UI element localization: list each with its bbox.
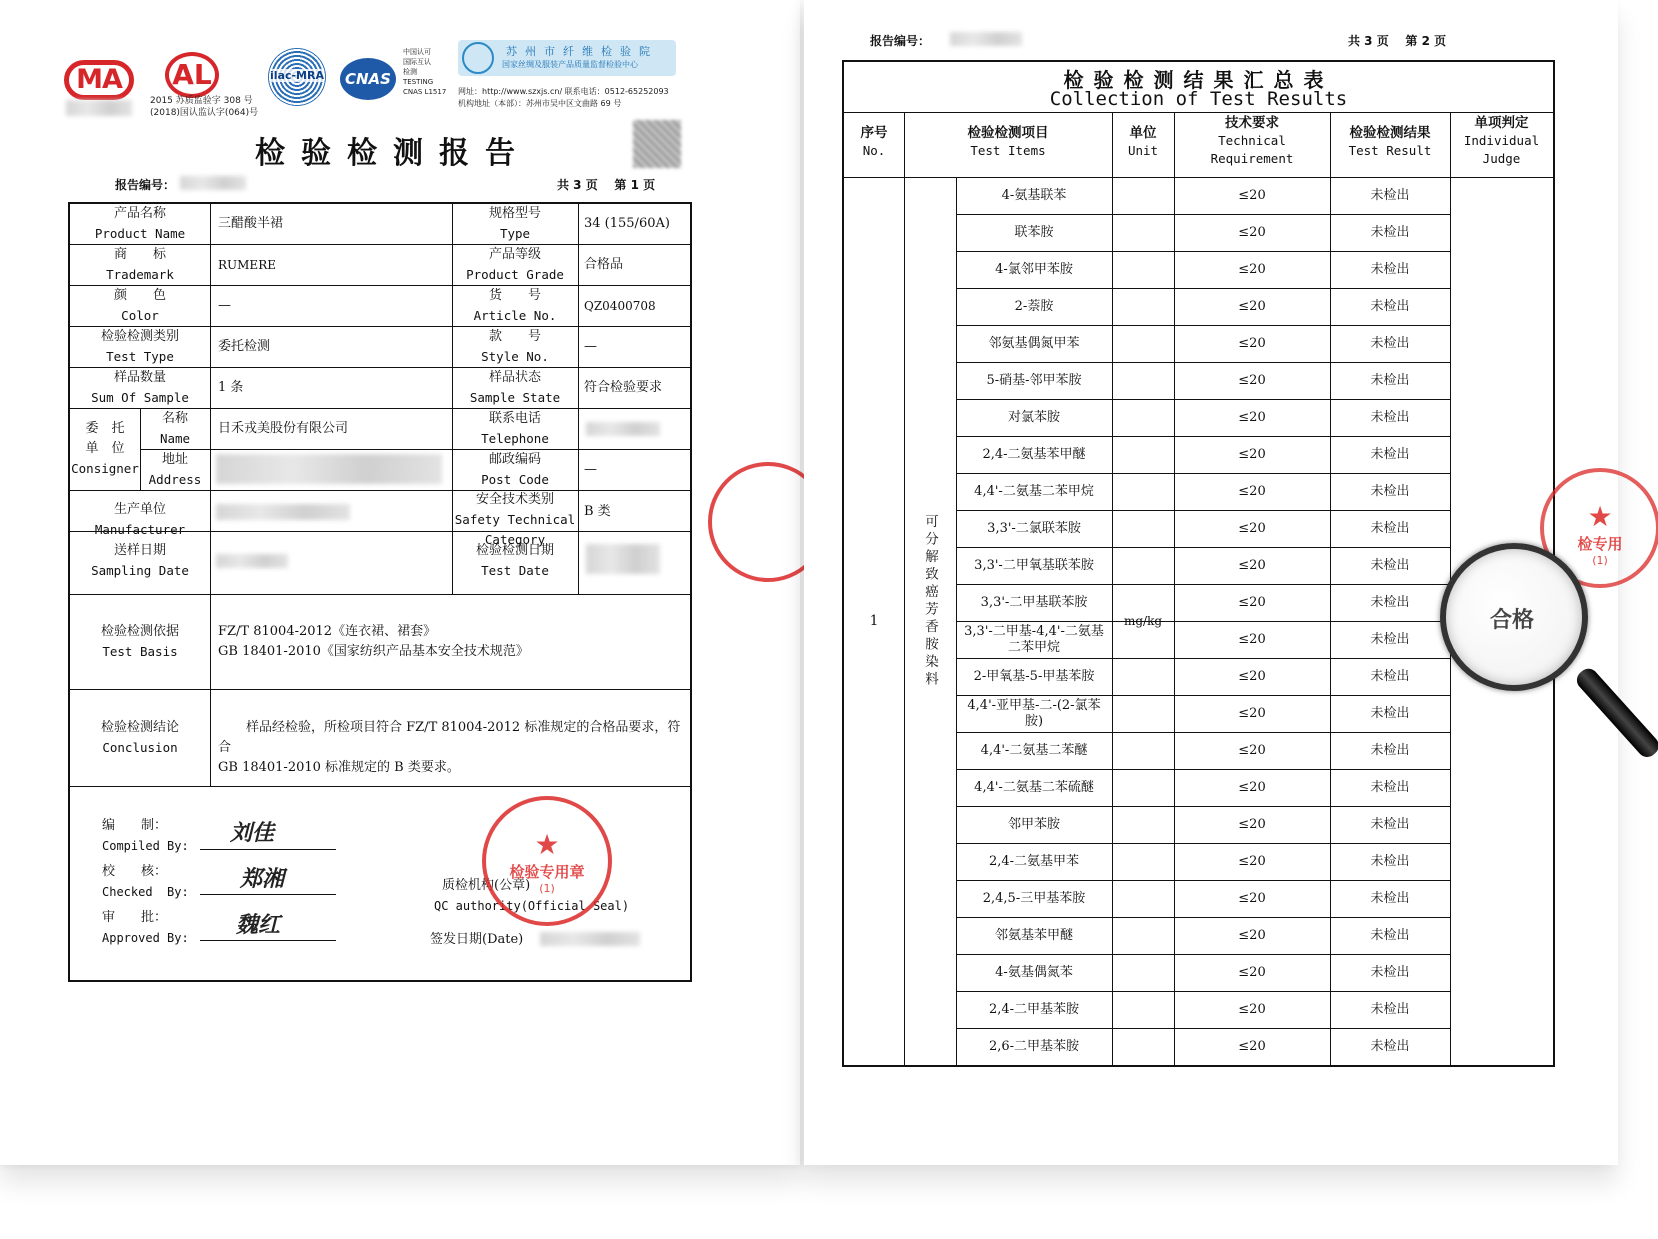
test-item-name: 5-硝基-邻甲苯胺 xyxy=(986,372,1082,388)
test-item-name: 2,4-二甲基苯胺 xyxy=(988,1001,1080,1017)
test-item-requirement: ≤20 xyxy=(1238,779,1266,795)
issue-date-label: 签发日期(Date) xyxy=(430,932,524,947)
test-item-result: 未检出 xyxy=(1370,964,1410,980)
test-item-requirement: ≤20 xyxy=(1238,335,1266,351)
test-item-requirement: ≤20 xyxy=(1238,964,1266,980)
page2-edge-seal: ★ 检专用 (1) xyxy=(1540,468,1658,588)
test-item-result: 未检出 xyxy=(1370,557,1410,573)
compiled-label: 编 制： Compiled By: xyxy=(102,818,189,853)
state-value: 符合检验要求 xyxy=(584,380,663,395)
test-item-requirement: ≤20 xyxy=(1238,631,1266,647)
test-item-requirement: ≤20 xyxy=(1238,1038,1266,1054)
redacted-cert-no xyxy=(66,100,132,116)
test-item-name: 邻甲苯胺 xyxy=(1007,816,1060,832)
cnas-logo: CNAS xyxy=(340,58,396,100)
test-item-result: 未检出 xyxy=(1370,668,1410,684)
trademark-value: RUMERE xyxy=(218,258,276,272)
test-item-result: 未检出 xyxy=(1370,631,1410,647)
redacted-issue-date xyxy=(540,932,640,946)
test-item-requirement: ≤20 xyxy=(1238,224,1266,240)
checked-label: 校 核： Checked By: xyxy=(102,864,189,899)
test-item-name: 4,4'-二氨基二苯醚 xyxy=(980,742,1088,758)
test-item-requirement: ≤20 xyxy=(1238,187,1266,203)
cal-logo: AL xyxy=(165,52,219,98)
test-item-requirement: ≤20 xyxy=(1238,557,1266,573)
redacted-report-no xyxy=(180,176,246,190)
cal-text: 2015 苏质监验字 308 号 (2018)国认监认字(064)号 xyxy=(150,96,259,118)
cma-logo: MA xyxy=(64,60,134,100)
header-result: 检验检测结果 Test Result xyxy=(1348,125,1432,158)
qc-label: 质检机构(公章) QC authority(Official Seal) xyxy=(434,878,630,913)
test-item-result: 未检出 xyxy=(1370,261,1410,277)
color-value: — xyxy=(218,298,231,313)
test-item-result: 未检出 xyxy=(1370,779,1410,795)
test-item-requirement: ≤20 xyxy=(1238,705,1266,721)
test-item-result: 未检出 xyxy=(1370,372,1410,388)
test-item-result: 未检出 xyxy=(1370,853,1410,869)
test-item-requirement: ≤20 xyxy=(1238,409,1266,425)
redacted-test-date xyxy=(586,544,660,574)
test-item-name: 4-氨基联苯 xyxy=(1001,187,1067,203)
test-type-value: 委托检测 xyxy=(218,339,271,354)
test-item-name: 2-萘胺 xyxy=(1014,298,1054,314)
grade-value: 合格品 xyxy=(584,257,624,272)
test-item-result: 未检出 xyxy=(1370,1001,1410,1017)
test-item-requirement: ≤20 xyxy=(1238,520,1266,536)
header-items: 检验检测项目 Test Items xyxy=(967,125,1049,158)
ilac-mra-logo: ilac-MRA xyxy=(268,48,326,106)
test-item-name: 3,3'-二氯联苯胺 xyxy=(987,520,1081,536)
page-count-2: 共 3 页 第 2 页 xyxy=(1348,34,1447,48)
report-info-table: 产品名称 Product Name 三醋酸半裙 规格型号 Type 34 (155/60A) 商 标 Trademark RUMERE 产品等级 Product Grade 合格品 颜 色 Color — 货 号 Article No. QZ0400708 检验检测类别 Test Type 委托检测 款 号 Style No. — 样品数量 Sum Of Sample 1 条 样品状态 Sample State 符合检验要求 委 托 单 位 Consigner 名称 Name 日禾戎美股份有限公司 联系电话 Telephone 地址 Address 邮政编码 Post Code — 生产单位 Manufacturer 安全技术类别 Safety Technical Category B 类 送样日期 Sampling Date 检验检测日期 Test Date 检验检测依据 Test Basis FZ/T 81004-2012《连衣裙、裙套》 GB 18401-2010《国家纺织产品基本安全技术规范》 检验检测结论 Conclusion 样品经检验，所检项目符合 FZ/T 81004-2012 标准规定的合格品要求，符合 GB 18401-2010 标准规定的 B 类要求。 编 制： Compiled By: 刘佳 校 核： Checked By: 郑湘 审 批： Approved By: 魏红 质检机构(公章) QC authority(Official Seal) 签发日期(Date) xyxy=(68,202,692,982)
test-item-name: 2-甲氧基-5-甲基苯胺 xyxy=(973,668,1095,684)
test-item-name: 4,4'-二氨基二苯甲烷 xyxy=(974,483,1094,499)
test-item-result: 未检出 xyxy=(1370,705,1410,721)
compiled-signature: 刘佳 xyxy=(230,820,275,846)
unit-value: mg/kg xyxy=(1123,614,1163,628)
consigner-name-value: 日禾戎美股份有限公司 xyxy=(218,421,349,436)
test-item-name: 对氯苯胺 xyxy=(1007,409,1060,425)
test-item-requirement: ≤20 xyxy=(1238,927,1266,943)
test-item-requirement: ≤20 xyxy=(1238,742,1266,758)
test-item-requirement: ≤20 xyxy=(1238,594,1266,610)
test-item-name: 4,4'-二氨基二苯硫醚 xyxy=(974,779,1094,795)
report-no-label-2: 报告编号： xyxy=(870,34,931,48)
redacted-report-no-2 xyxy=(950,32,1022,46)
redacted-telephone xyxy=(586,422,660,436)
test-item-name: 2,6-二甲基苯胺 xyxy=(988,1038,1080,1054)
article-value: QZ0400708 xyxy=(584,299,656,313)
approved-label: 审 批： Approved By: xyxy=(102,910,189,945)
test-item-result: 未检出 xyxy=(1370,298,1410,314)
header-unit: 单位 Unit xyxy=(1127,125,1159,158)
redacted-address xyxy=(216,454,442,484)
test-item-result: 未检出 xyxy=(1370,742,1410,758)
test-item-requirement: ≤20 xyxy=(1238,816,1266,832)
test-item-name: 4,4'-亚甲基-二-(2-氯苯胺) xyxy=(967,697,1101,729)
test-item-name: 4-氨基偶氮苯 xyxy=(995,964,1073,980)
test-item-requirement: ≤20 xyxy=(1238,668,1266,684)
test-item-result: 未检出 xyxy=(1370,520,1410,536)
test-item-result: 未检出 xyxy=(1370,409,1410,425)
safety-value: B 类 xyxy=(584,504,611,519)
test-item-name: 2,4,5-三甲基苯胺 xyxy=(982,890,1086,906)
category-label: 可分解致癌芳香胺染料 xyxy=(922,514,938,689)
test-item-requirement: ≤20 xyxy=(1238,890,1266,906)
header-requirement: 技术要求 Technical Requirement xyxy=(1210,115,1294,166)
test-item-result: 未检出 xyxy=(1370,335,1410,351)
magnifier-text: 合格 xyxy=(1490,608,1535,633)
test-basis-value: FZ/T 81004-2012《连衣裙、裙套》 GB 18401-2010《国家纺织产品基本安全技术规范》 xyxy=(218,624,529,659)
test-item-requirement: ≤20 xyxy=(1238,261,1266,277)
type-value: 34 (155/60A) xyxy=(584,216,670,231)
test-item-result: 未检出 xyxy=(1370,890,1410,906)
test-item-name: 3,3'-二甲基-4,4'-二氨基二苯甲烷 xyxy=(964,623,1104,655)
report-title: 检验检测报告 xyxy=(255,136,531,171)
approved-signature: 魏红 xyxy=(236,912,281,938)
page-count: 共 3 页 第 1 页 xyxy=(557,178,656,192)
test-item-name: 4-氯邻甲苯胺 xyxy=(995,261,1073,277)
results-table xyxy=(842,60,1555,1067)
sum-value: 1 条 xyxy=(218,380,244,395)
redacted-manufacturer xyxy=(216,504,350,520)
test-item-result: 未检出 xyxy=(1370,483,1410,499)
test-item-result: 未检出 xyxy=(1370,446,1410,462)
redacted-sampling-date xyxy=(216,554,288,568)
test-item-name: 邻氨基偶氮甲苯 xyxy=(988,335,1080,351)
product-name-value: 三醋酸半裙 xyxy=(218,216,284,231)
test-item-result: 未检出 xyxy=(1370,1038,1410,1054)
test-item-requirement: ≤20 xyxy=(1238,298,1266,314)
results-title-cn: 检验检测结果汇总表 xyxy=(1063,68,1334,92)
test-item-name: 联苯胺 xyxy=(1014,224,1054,240)
test-item-result: 未检出 xyxy=(1370,816,1410,832)
qr-code xyxy=(633,120,681,168)
test-item-name: 3,3'-二甲氧基联苯胺 xyxy=(974,557,1094,573)
report-no-label: 报告编号： xyxy=(115,178,176,192)
official-seal: ★ 检验专用章 (1) xyxy=(482,796,612,926)
header-no: 序号 No. xyxy=(860,125,888,158)
magnifier-lens xyxy=(1440,543,1588,691)
test-item-name: 2,4-二氨基苯甲醚 xyxy=(982,446,1086,462)
report-page-1 xyxy=(0,0,800,1165)
test-item-result: 未检出 xyxy=(1370,594,1410,610)
postcode-value: — xyxy=(584,462,597,477)
institute-info: 网址：http://www.szxjs.cn/ 联系电话：0512-65252093 机构地址（本部）：苏州市吴中区文曲路 69 号 xyxy=(458,87,669,108)
test-item-requirement: ≤20 xyxy=(1238,372,1266,388)
cnas-text: 中国认可 国际互认 检测 TESTING CNAS L1517 xyxy=(403,48,447,96)
results-title-en: Collection of Test Results xyxy=(1049,88,1348,110)
test-item-name: 3,3'-二甲基联苯胺 xyxy=(980,594,1088,610)
test-item-requirement: ≤20 xyxy=(1238,446,1266,462)
test-item-requirement: ≤20 xyxy=(1238,853,1266,869)
checked-signature: 郑湘 xyxy=(240,866,285,892)
conclusion-value: 样品经检验，所检项目符合 FZ/T 81004-2012 标准规定的合格品要求，符合 GB 18401-2010 标准规定的 B 类要求。 xyxy=(218,720,681,775)
test-item-requirement: ≤20 xyxy=(1238,483,1266,499)
institute-logo: 苏州市纤维检验院 国家丝绸及服装产品质量监督检验中心 xyxy=(458,40,676,76)
institute-emblem-icon xyxy=(462,42,494,74)
test-item-result: 未检出 xyxy=(1370,224,1410,240)
test-item-result: 未检出 xyxy=(1370,187,1410,203)
test-item-requirement: ≤20 xyxy=(1238,1001,1266,1017)
test-item-name: 2,4-二氨基甲苯 xyxy=(988,853,1080,869)
test-item-result: 未检出 xyxy=(1370,927,1410,943)
style-value: — xyxy=(584,339,597,354)
item-no: 1 xyxy=(869,613,879,629)
header-judge: 单项判定 Individual Judge xyxy=(1463,115,1540,166)
test-item-name: 邻氨基苯甲醚 xyxy=(994,927,1073,943)
